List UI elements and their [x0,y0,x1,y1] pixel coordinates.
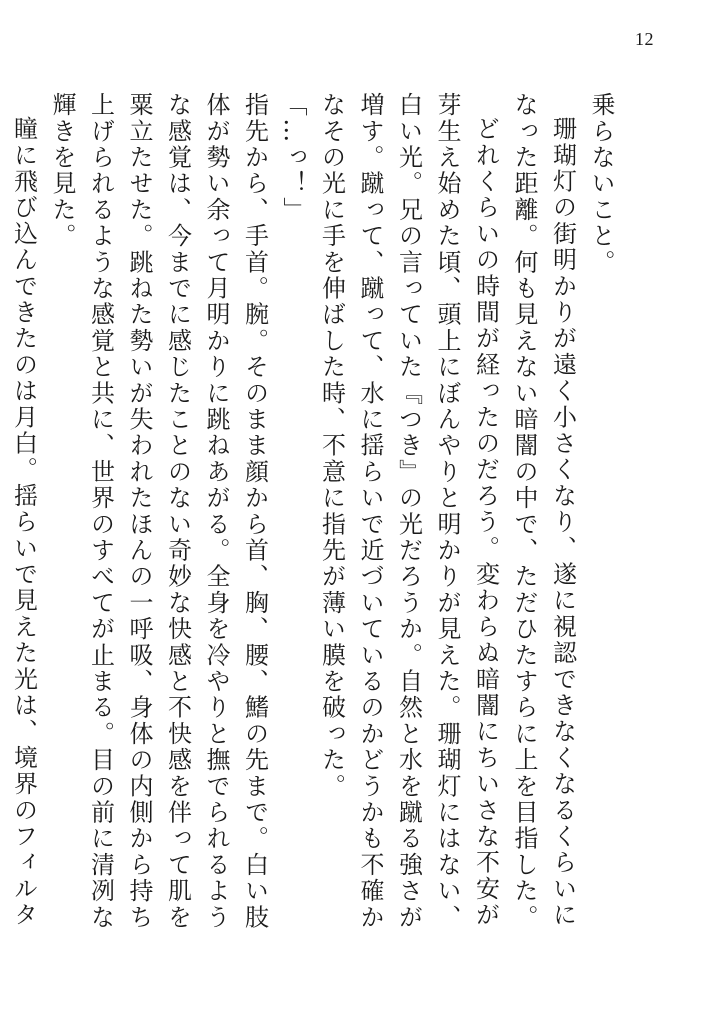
paragraph: どれくらいの時間が経ったのだろう。変わらぬ暗闇にちいさな不安が芽生え始めた頃、頭上にぼんやりと明かりが見えた。珊瑚灯にはない、白い光。兄の言っていた『つき』の光だろうか。自然と水を蹴る強さが増す。蹴って、蹴って、水に揺らいで近づいているのかどうかも不確かなその光に手を伸ばした時、不意に指先が薄い膜を破った。 [317,92,500,931]
body-text [9,92,620,952]
paragraph: 瞳に飛び込んできたのは月白。揺らいで見えた光は、境界のフィルタ [9,116,38,929]
paragraph: 珊瑚灯の街明かりが遠く小さくなり、遂に視認できなくなるくらいになった距離。何も見えない暗闇の中で、ただひたすらに上を目指した。 [510,92,577,931]
paragraph: 指先から、手首。腕。そのまま顔から首、胸、腰、鰭の先まで。白い肢体が勢い余って月明かりに跳ねあがる。全身を冷やりと撫でられるような感覚は、今までに感じたことのない奇妙な快感と不快感を伴って肌を粟立たせた。跳ねた勢いが失われたほんの一呼吸、身体の内側から持ち上げられるような感覚と共に、世界のすべてが止まる。目の前に清冽な輝きを見た。 [48,92,269,931]
paragraph: 乗らないこと。 [587,92,615,276]
dialogue-line: 「…っ！」 [279,92,307,223]
page-number: 12 [635,29,654,49]
